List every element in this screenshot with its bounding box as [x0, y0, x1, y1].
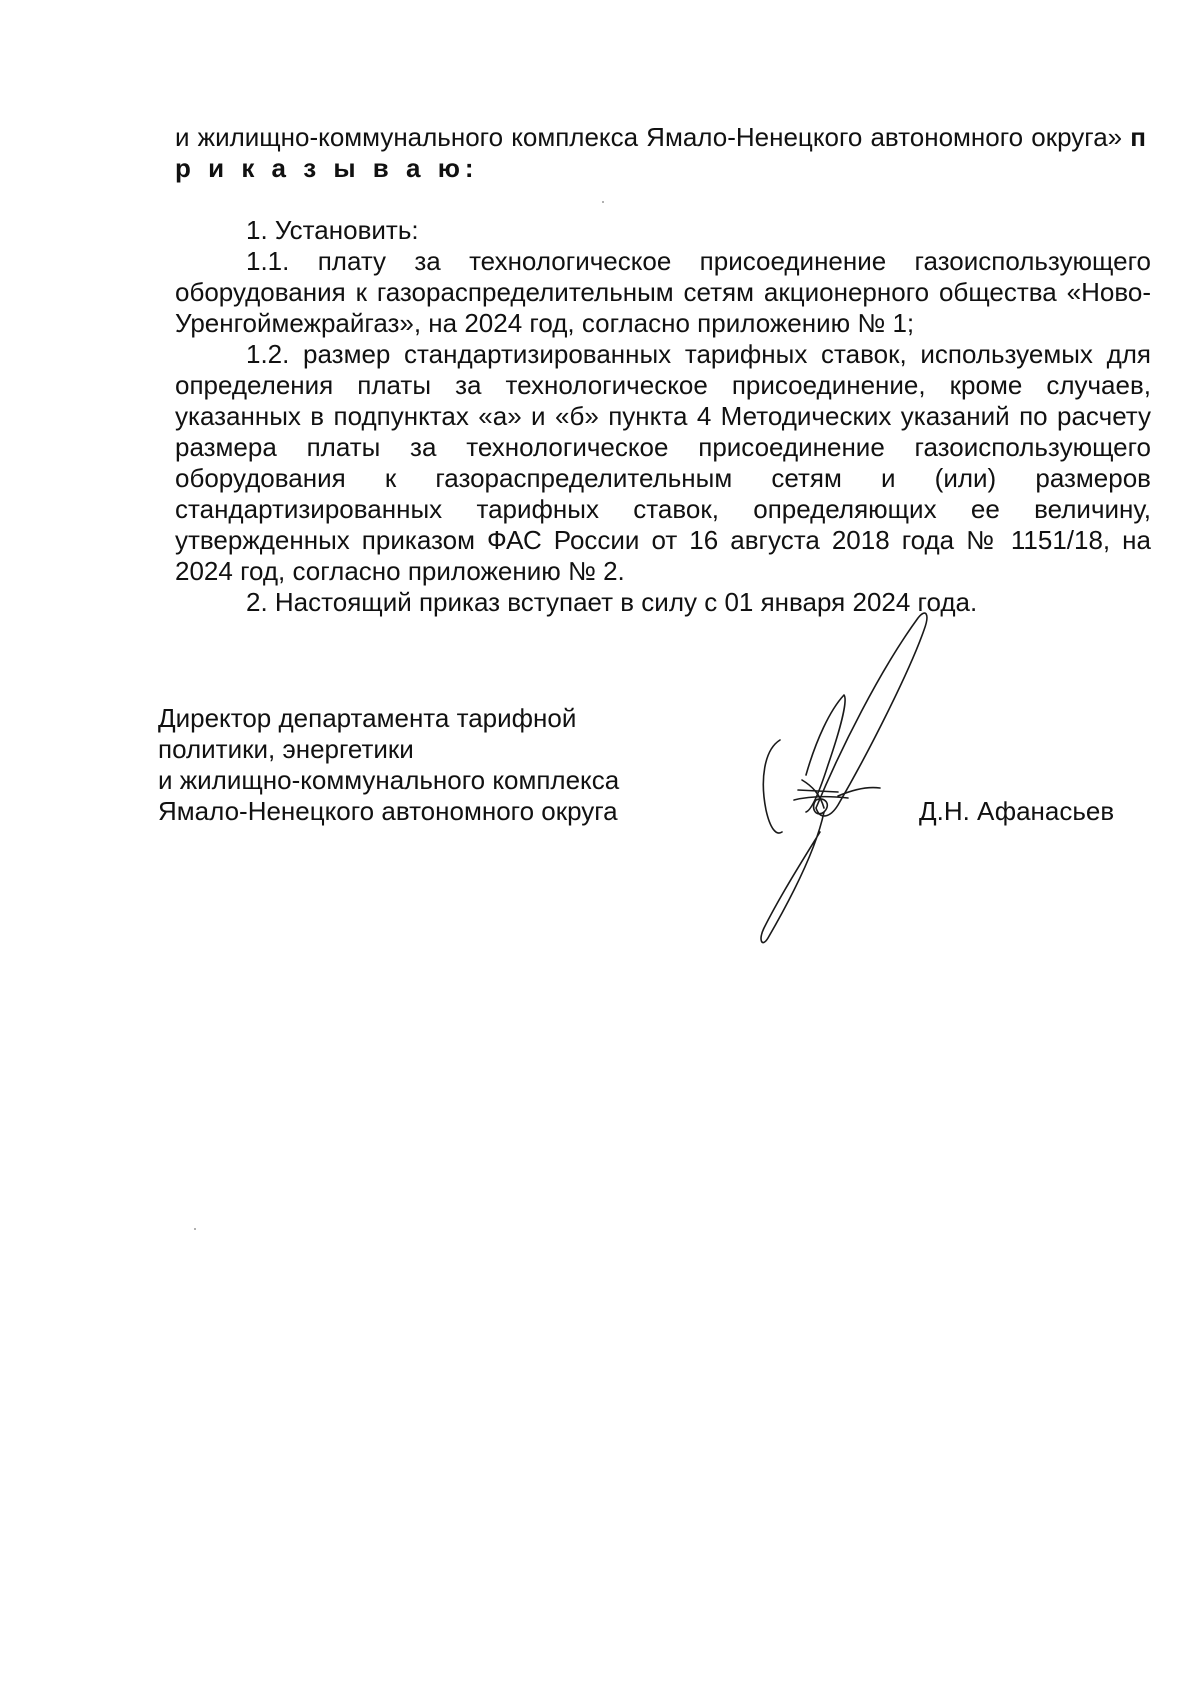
- position-line-2: политики, энергетики: [158, 734, 414, 764]
- item-1-2: 1.2. размер стандартизированных тарифных ставок, используемых для определения платы за технологическое присоединение, кроме случаев, указанных в подпунктах «а» и «б» пункта 4 Методических указаний по расчету размера платы за технологическое присоединение газоиспользующего оборудования к газораспределительным сетям и (или) размеров стандартизированных тарифных ставок, определяющих ее величину, утвержденных приказом ФАС России от 16 августа 2018 года № 1151/18, на 2024 год, согласно приложению № 2.: [175, 339, 1151, 586]
- item-1: 1. Установить:: [246, 215, 419, 245]
- item-2: 2. Настоящий приказ вступает в силу с 01 января 2024 года.: [246, 587, 978, 617]
- position-line-3: и жилищно-коммунального комплекса: [158, 765, 620, 795]
- intro-text: и жилищно-коммунального комплекса Ямало-Ненецкого автономного округа»: [175, 122, 1123, 152]
- position-line-1: Директор департамента тарифной: [158, 703, 577, 733]
- position-line-4: Ямало-Ненецкого автономного округа: [158, 796, 618, 826]
- signer-name: Д.Н. Афанасьев: [919, 796, 1115, 826]
- order-body: [175, 122, 1151, 618]
- item-1-1: 1.1. плату за технологическое присоединение газоиспользующего оборудования к газораспределительным сетям акционерного общества «Ново-Уренгоймежрайгаз», на 2024 год, согласно приложению № 1;: [175, 246, 1151, 338]
- handwritten-signature: [720, 600, 980, 960]
- scan-speck: [194, 1228, 196, 1230]
- paragraph-gap: [175, 184, 1151, 215]
- signatory-position: [158, 703, 718, 827]
- scan-speck: [602, 201, 604, 203]
- intro-paragraph: [175, 122, 1151, 184]
- order-word: п р и к а з ы в а ю:: [175, 122, 1151, 183]
